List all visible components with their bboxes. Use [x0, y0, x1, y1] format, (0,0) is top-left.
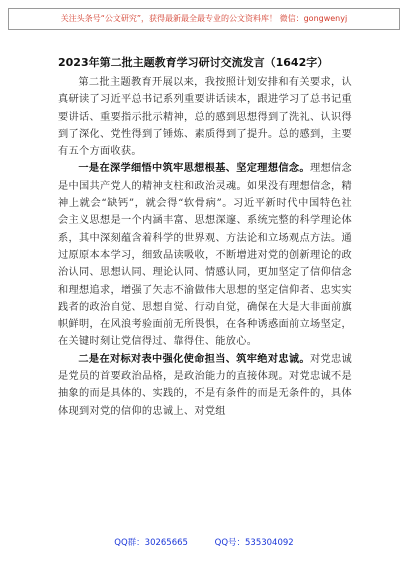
section-2-paragraph — [58, 351, 352, 420]
intro-paragraph: 第二批主题教育开展以来，我按照计划安排和有关要求，认真研读了习近平总书记系列重要讲话读本，跟进学习了总书记重要讲话、重要指示批示精神，总的感到思想得到了洗礼、认识得到了深化、党性得到了锤炼、素质得到了提升。总的感到，主要有五个方面收获。 — [58, 77, 352, 158]
document-title: 2023年第二批主题教育学习研讨交流发言（1642字） — [58, 56, 329, 69]
section-2-heading: 二是在对标对表中强化使命担当、筑牢绝对忠诚。 — [78, 353, 310, 365]
section-1-heading: 一是在深学细悟中筑牢思想根基、坚定理想信念。 — [78, 163, 310, 175]
section-1-body: 理想信念是中国共产党人的精神支柱和政治灵魂。如果没有理想信念，精神上就会“缺钙”，就会得“软骨病”。习近平新时代中国特色社会主义思想是一个内涵丰富、思想深邃、系统完整的科学理论体系，其中深刻蕴含着科学的世界观、方法论和立场观点方法。通过原原本本学习，细致品读吸收，不断增进对党的创新理论的政治认同、思想认同、理论认同、情感认同，更加坚定了信仰信念和理想追求，增强了矢志不渝做伟大思想的坚定信仰者、忠实实践者的政治自觉、思想自觉、行动自觉，确保在大是大非面前旗帜鲜明，在风浪考验面前无所畏惧，在各种诱惑面前立场坚定，在关键时刻让党信得过、靠得住、能放心。 — [58, 163, 352, 348]
document-body — [58, 52, 352, 420]
section-1-paragraph — [58, 160, 352, 350]
section-2-body: 对党忠诚是党员的首要政治品格，是政治能力的直接体现。对党忠诚不是抽象的而是具体的、实践的，不是有条件的而是无条件的，具体体现到对党的信仰的忠诚上、对党组 — [58, 353, 352, 417]
promo-banner: 关注头条号“公文研究”，获得最新最全最专业的公文资料库！ 微信：gongwenyj — [8, 8, 400, 30]
qq-group: QQ群：30265665 — [114, 538, 188, 548]
qq-number: QQ号：535304092 — [214, 538, 294, 548]
contact-footer — [0, 536, 408, 548]
